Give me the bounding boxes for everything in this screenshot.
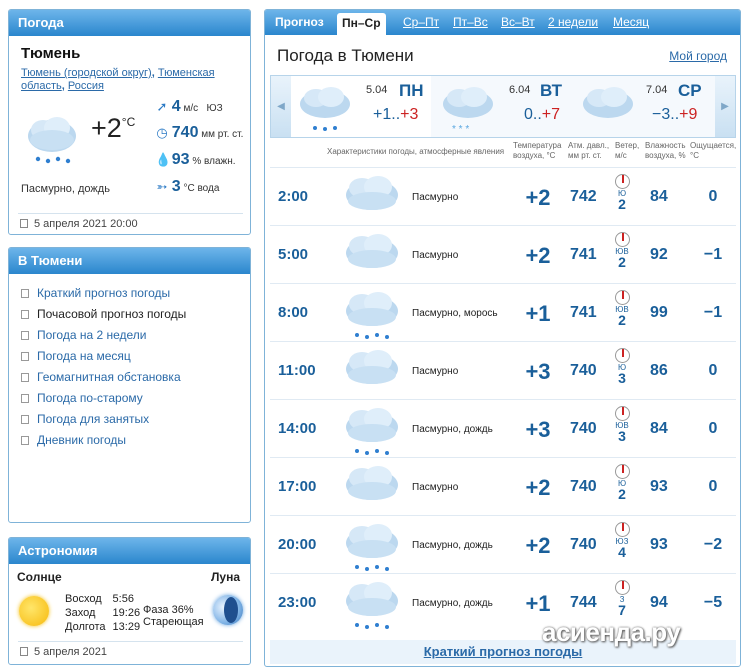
table-row [270, 515, 736, 573]
tab-month[interactable]: Месяц [613, 15, 650, 29]
col-temp-header: Температура воздуха, °C [513, 141, 562, 160]
row-pressure: 740 [570, 420, 597, 437]
wind-direction-icon [615, 174, 630, 189]
page-icon [21, 310, 29, 319]
row-description: Пасмурно [412, 250, 459, 261]
link-diary[interactable]: Дневник погоды [21, 430, 250, 451]
row-temperature: +2 [525, 185, 551, 210]
region-link-okrug[interactable]: Тюмень (городской округ) [21, 67, 152, 79]
rain-cloud-icon [341, 519, 403, 573]
wind-direction-icon [615, 522, 630, 537]
cloud-icon [341, 171, 403, 225]
col-desc-header: Характеристики погоды, атмосферные явления [327, 147, 505, 156]
link-busy[interactable]: Погода для занятых [21, 409, 250, 430]
row-time: 17:00 [278, 478, 317, 495]
page-title: Погода в Тюмени [277, 46, 414, 65]
row-time: 8:00 [278, 304, 309, 321]
row-temperature: +1 [525, 591, 551, 616]
calendar-icon [20, 219, 28, 228]
row-description: Пасмурно [412, 366, 459, 377]
current-temperature: $+2^{^\circ C}$ [91, 113, 136, 143]
panel-date: 5 апреля 2021 [18, 641, 243, 658]
row-humidity: 84 [650, 188, 668, 205]
row-humidity: 94 [650, 594, 668, 611]
wind-direction-icon [615, 290, 630, 305]
current-description: Пасмурно, дождь [21, 183, 110, 195]
wind-direction-icon [615, 406, 630, 421]
row-pressure: 742 [570, 188, 597, 205]
row-pressure: 741 [570, 246, 597, 263]
tab-forecast[interactable]: Прогноз [275, 15, 324, 29]
row-humidity: 93 [650, 478, 668, 495]
row-temperature: +2 [525, 243, 551, 268]
panel-date: 5 апреля 2021 20:00 [18, 213, 243, 230]
row-humidity: 99 [650, 304, 668, 321]
forecast-tabs [265, 10, 740, 35]
clock-icon: ◷ [156, 125, 168, 140]
row-temperature: +2 [525, 475, 551, 500]
moon-icon [213, 595, 243, 625]
next-arrow-icon[interactable]: ▶ [715, 76, 735, 137]
link-short-forecast[interactable]: Краткий прогноз погоды [21, 283, 250, 304]
row-temperature: +1 [525, 301, 551, 326]
panel-title: Астрономия [9, 538, 250, 564]
row-time: 5:00 [278, 246, 309, 263]
sun-label: Солнце [17, 570, 62, 584]
wind-line: ➚ 4 м/с ЮЗ [156, 98, 223, 115]
wind-direction-icon [615, 232, 630, 247]
row-wind: ЮЗ 4 [610, 522, 634, 559]
sun-times: Восход 5:56 Заход 19:26 Долгота 13:29 [65, 593, 141, 633]
svg-text:* * *: * * * [452, 124, 470, 134]
region-breadcrumb: Тюмень (городской округ), Тюменская область, Россия [21, 67, 215, 92]
wind-direction-icon [615, 464, 630, 479]
page-icon [21, 289, 29, 298]
forecast-panel [264, 9, 741, 667]
astronomy-panel [8, 537, 251, 665]
row-temperature: +3 [525, 417, 551, 442]
humidity-line: 💧 93 % влажн. [155, 151, 236, 168]
row-wind: З 7 [610, 580, 634, 617]
tab-mon-wed[interactable]: Пн–Ср [337, 13, 386, 35]
row-pressure: 740 [570, 536, 597, 553]
row-time: 23:00 [278, 594, 317, 611]
link-month[interactable]: Погода на месяц [21, 346, 250, 367]
calendar-icon [20, 647, 28, 656]
row-description: Пасмурно, морось [412, 308, 498, 319]
row-wind: Ю 3 [610, 348, 634, 385]
row-feels-like: 0 [708, 420, 718, 437]
page-icon [21, 394, 29, 403]
link-hourly-forecast[interactable]: Почасовой прогноз погоды [21, 304, 250, 325]
rain-cloud-icon [295, 82, 355, 134]
row-wind: ЮВ 2 [610, 290, 634, 327]
cloud-icon [341, 229, 403, 283]
page-icon [21, 415, 29, 424]
row-time: 2:00 [278, 188, 309, 205]
site-watermark: асиенда.ру [542, 617, 681, 647]
page-icon [21, 331, 29, 340]
my-city-link[interactable]: Мой город [669, 49, 727, 63]
cloud-icon [341, 461, 403, 515]
tab-two-weeks[interactable]: 2 недели [548, 15, 599, 29]
tab-wed-fri[interactable]: Ср–Пт [403, 15, 440, 29]
moon-phase: Фаза 36% Стареющая [143, 604, 204, 628]
page-icon [21, 373, 29, 382]
row-description: Пасмурно [412, 482, 459, 493]
row-humidity: 86 [650, 362, 668, 379]
table-row [270, 341, 736, 399]
row-wind: ЮВ 3 [610, 406, 634, 443]
table-row [270, 457, 736, 515]
panel-title: Погода [9, 10, 250, 36]
row-wind: Ю 2 [610, 174, 634, 211]
region-link-oblast[interactable]: Тюменская область [21, 67, 215, 92]
row-wind: ЮВ 2 [610, 232, 634, 269]
row-description: Пасмурно, дождь [412, 424, 493, 435]
day-selector [270, 75, 736, 138]
row-feels-like: −5 [703, 594, 723, 611]
row-humidity: 84 [650, 420, 668, 437]
row-feels-like: 0 [708, 188, 718, 205]
city-name: Тюмень [21, 45, 81, 62]
row-time: 11:00 [278, 362, 316, 379]
row-pressure: 744 [570, 594, 597, 611]
drop-icon: 💧 [155, 152, 172, 167]
table-row [270, 225, 736, 283]
sun-icon [19, 596, 49, 626]
row-time: 14:00 [278, 420, 317, 437]
row-temperature: +3 [525, 359, 551, 384]
day-card-mon[interactable]: 5.04 ПН +1..+3 [291, 76, 431, 137]
row-feels-like: −1 [703, 246, 723, 263]
row-pressure: 740 [570, 362, 597, 379]
page-icon [21, 436, 29, 445]
day-card-tue[interactable]: * * * 6.04 ВТ 0..+7 [434, 76, 574, 137]
cloud-icon [578, 82, 638, 134]
row-temperature: +2 [525, 533, 551, 558]
row-humidity: 93 [650, 536, 668, 553]
row-humidity: 92 [650, 246, 668, 263]
snow-cloud-icon [438, 82, 498, 134]
region-link-russia[interactable]: Россия [67, 80, 104, 92]
row-description: Пасмурно, дождь [412, 598, 493, 609]
row-pressure: 740 [570, 478, 597, 495]
row-feels-like: 0 [708, 478, 718, 495]
row-feels-like: −2 [703, 536, 723, 553]
fish-icon: ➳ [156, 179, 168, 194]
wind-direction-icon [615, 580, 630, 595]
current-weather-panel [8, 9, 251, 235]
prev-arrow-icon[interactable]: ◀ [271, 76, 291, 137]
table-row [270, 283, 736, 341]
tab-sun-tue[interactable]: Вс–Вт [501, 15, 535, 29]
table-row [270, 167, 736, 225]
row-pressure: 741 [570, 304, 597, 321]
cloud-icon [341, 345, 403, 399]
row-time: 20:00 [278, 536, 317, 553]
page-icon [21, 352, 29, 361]
row-description: Пасмурно [412, 192, 459, 203]
rain-cloud-icon [341, 403, 403, 457]
panel-title: В Тюмени [9, 248, 250, 274]
rain-cloud-icon [341, 577, 403, 631]
col-humidity-header: Влажность воздуха, % [645, 141, 686, 160]
wind-arrow-icon: ➚ [156, 99, 168, 114]
row-wind: Ю 2 [610, 464, 634, 501]
pressure-line: ◷ 740 мм рт. ст. [156, 124, 244, 141]
link-geomagnetic[interactable]: Геомагнитная обстановка [21, 367, 250, 388]
col-wind-header: Ветер, м/с [615, 141, 640, 160]
table-row [270, 399, 736, 457]
city-links-panel [8, 247, 251, 523]
moon-label: Луна [211, 570, 241, 584]
row-feels-like: 0 [708, 362, 718, 379]
water-line: ➳ 3 °C вода [156, 178, 220, 195]
tab-fri-sun[interactable]: Пт–Вс [453, 15, 488, 29]
link-two-weeks[interactable]: Погода на 2 недели [21, 325, 250, 346]
row-feels-like: −1 [703, 304, 723, 321]
col-pressure-header: Атм. давл., мм рт. ст. [568, 141, 610, 160]
short-forecast-link[interactable]: Краткий прогноз погоды [270, 640, 736, 664]
col-feels-header: Ощущается, °C [690, 141, 737, 160]
rain-cloud-icon [23, 110, 81, 168]
link-old-style[interactable]: Погода по-старому [21, 388, 250, 409]
wind-direction-icon [615, 348, 630, 363]
day-card-wed[interactable]: 7.04 СР −3..+9 [574, 76, 714, 137]
rain-cloud-icon [341, 287, 403, 341]
row-description: Пасмурно, дождь [412, 540, 493, 551]
